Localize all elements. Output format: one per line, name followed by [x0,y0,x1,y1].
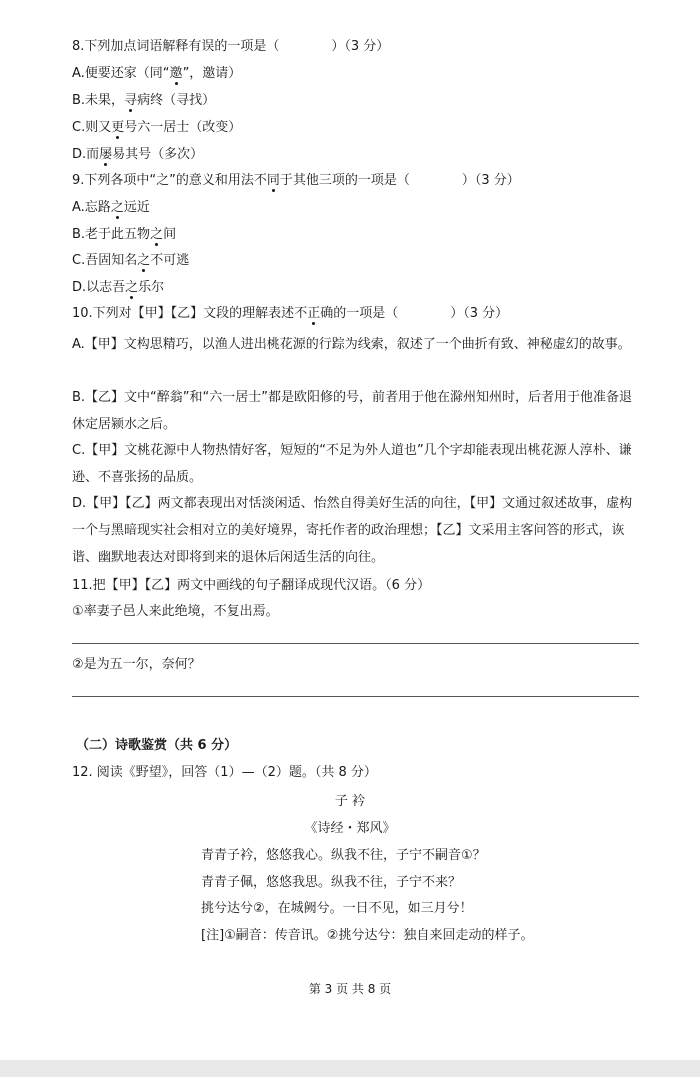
emphasis-char: 屡 [99,147,113,162]
emphasis-char: 邀 [169,66,183,81]
emphasis-char: 更 [111,120,125,135]
emphasis-char: 之 [137,253,151,268]
emphasis-char: 之 [150,227,164,242]
poem-source: 《诗经・郑风》 [304,821,396,836]
poem-line: 青青子衿，悠悠我心。纵我不往，子宁不嗣音①？ [201,848,486,863]
q9-stem: 9.下列各项中“之”的意义和用法不同于其他三项的一项是（ ）（3 分） [72,173,520,188]
q9-option-a: A.忘路之远近 [72,200,150,215]
answer-line-2[interactable] [72,696,639,697]
q8-option-a: A.便要还家（同“邀”，邀请） [72,66,242,81]
viewer-bottom-bar [0,1060,700,1077]
q11-sentence-2: ②是为五一尔，奈何？ [72,657,201,672]
q10-option-b: B.【乙】文中“醉翁”和“六一居士”都是欧阳修的号，前者用于他在滁州知州时，后者用于他准备退休定居颍水之后。 [72,390,632,432]
emphasis-char: 之 [110,200,124,215]
poem-line: 挑兮达兮②，在城阙兮。一日不见，如三月兮！ [201,901,473,916]
emphasis-text: 不同于 [253,173,293,188]
q10-option-d: D.【甲】【乙】两文都表现出对恬淡闲适、怡然自得美好生活的向往，【甲】文通过叙述故事，虚构一个与黑暗现实社会相对立的美好境界，寄托作者的政治理想；【乙】文采用主客问答的形式，诙谐、幽默地表达对即将到来的退休后闲适生活的向往。 [72,496,633,565]
q10-option-a: A.【甲】文构思精巧，以渔人进出桃花源的行踪为线索，叙述了一个曲折有致、神秘虚幻的故事。 [72,337,631,352]
q8-option-b: B.未果，寻病终（寻找） [72,93,216,108]
q11-stem: 11.把【甲】【乙】两文中画线的句子翻译成现代汉语。（6 分） [72,578,431,593]
q8-stem-text: 8.下列加点词语解释有误的一项是（ [72,39,280,54]
q10-stem: 10.下列对【甲】【乙】文段的理解表述不正确的一项是（ ）（3 分） [72,306,509,321]
answer-line-1[interactable] [72,643,639,644]
q9-option-d: D.以志吾之乐尔 [72,280,165,295]
poem-title: 子 衿 [334,794,366,809]
q8-stem [72,38,642,56]
section-heading: （二）诗歌鉴赏（共 6 分） [76,738,238,753]
q8-score: ）（3 分） [331,39,390,54]
q9-option-c: C.吾固知名之不可逃 [72,253,190,268]
q9-option-b: B.老于此五物之间 [72,227,177,242]
q12-stem: 12. 阅读《野望》，回答（1）—（2）题。（共 8 分） [72,765,377,780]
poem-line: 青青子佩，悠悠我思。纵我不往，子宁不来？ [201,875,462,890]
q8-option-d: D.而屡易其号（多次） [72,147,204,162]
emphasis-char: 寻 [124,93,138,108]
emphasis-char: 之 [125,280,139,295]
q8-option-c: C.则又更号六一居士（改变） [72,120,242,135]
emphasis-text: 不正确 [294,306,334,321]
q11-sentence-1: ①率妻子邑人来此绝境，不复出焉。 [72,604,279,619]
poem-note: [注]①嗣音：传音讯。②挑兮达兮：独自来回走动的样子。 [201,928,534,943]
q10-option-c: C.【甲】文桃花源中人物热情好客，短短的“不足为外人道也”几个字却能表现出桃花源人淳朴、谦逊、不喜张扬的品质。 [72,443,632,485]
page-footer: 第 3 页 共 8 页 [308,982,392,996]
